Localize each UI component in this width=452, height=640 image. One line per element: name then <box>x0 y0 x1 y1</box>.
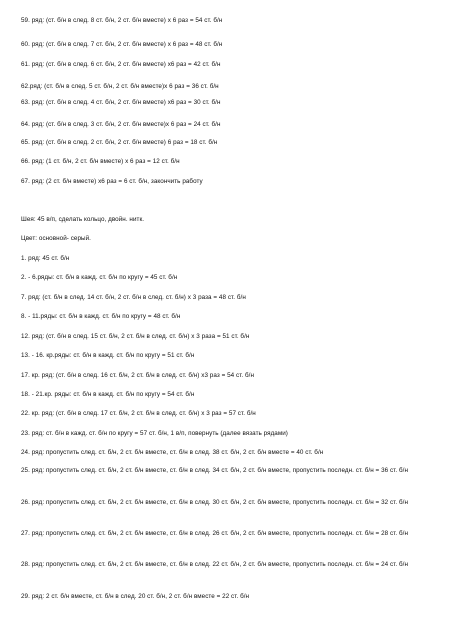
neck-row-1: 1. ряд: 45 ст. б/н <box>21 255 70 262</box>
row-60: 60. ряд: (ст. б/н в след. 7 ст. б/н, 2 ст. б/н вместе) х 6 раз = 48 ст. б/н <box>21 41 223 48</box>
neck-row-25: 25. ряд: пропустить след. ст. б/н, 2 ст. б/н вместе, ст. б/н в след. 34 ст. б/н, 2 ст. б/н вместе, пропустить последн. ст. б/н = 36 ст. б/н <box>21 467 408 474</box>
neck-rows-8-11: 8. - 11.ряды: ст. б/н в кажд. ст. б/н по кругу = 48 ст. б/н <box>21 313 181 320</box>
neck-rows-18-21: 18. - 21.кр. ряды: ст. б/н в кажд. ст. б/н по кругу = 54 ст. б/н <box>21 391 195 398</box>
neck-rows-2-6: 2. - 6.ряды: ст. б/н в кажд. ст. б/н по кругу = 45 ст. б/н <box>21 274 178 281</box>
row-64: 64. ряд: (ст. б/н в след. 3 ст. б/н, 2 ст. б/н вместе)х 6 раз = 24 ст. б/н <box>21 121 221 128</box>
neck-row-28: 28. ряд: пропустить след. ст. б/н, 2 ст. б/н вместе, ст. б/н в след. 22 ст. б/н, 2 ст. б/н вместе, пропустить последн. ст. б/н = 24 ст. б/н <box>21 561 408 568</box>
neck-row-26: 26. ряд: пропустить след. ст. б/н, 2 ст. б/н вместе, ст. б/н в след. 30 ст. б/н, 2 ст. б/н вместе, пропустить последн. ст. б/н = 32 ст. б/н <box>21 499 408 506</box>
neck-row-29: 29. ряд: 2 ст. б/н вместе, ст. б/н в след. 20 ст. б/н, 2 ст. б/н вместе = 22 ст. б/н <box>21 593 250 600</box>
neck-row-12: 12. ряд: (ст. б/н в след. 15 ст. б/н, 2 ст. б/н в след. ст. б/н) х 3 раза = 51 ст. б/н <box>21 333 250 340</box>
neck-row-23: 23. ряд: ст. б/н в кажд. ст. б/н по кругу = 57 ст. б/н, 1 в/п, повернуть (далее вязать рядами) <box>21 430 288 437</box>
color-note: Цвет: основной- серый. <box>21 235 91 242</box>
neck-row-7: 7. ряд: (ст. б/н в след. 14 ст. б/н, 2 ст. б/н в след. ст. б/н) х 3 раза = 48 ст. б/н <box>21 294 246 301</box>
neck-row-27: 27. ряд: пропустить след. ст. б/н, 2 ст. б/н вместе, ст. б/н в след. 26 ст. б/н, 2 ст. б/н вместе, пропустить последн. ст. б/н = 28 ст. б/н <box>21 530 408 537</box>
row-61: 61. ряд: (ст. б/н в след. 6 ст. б/н, 2 ст. б/н вместе) х6 раз = 42 ст. б/н <box>21 61 221 68</box>
neck-row-24: 24. ряд: пропустить след. ст. б/н, 2 ст. б/н вместе, ст. б/н в след. 38 ст. б/н, 2 ст. б/н вместе = 40 ст. б/н <box>21 449 324 456</box>
row-62: 62.ряд: (ст. б/н в след. 5 ст. б/н, 2 ст. б/н вместе)х 6 раз = 36 ст. б/н <box>21 83 219 90</box>
neck-row-22: 22. кр. ряд: (ст. б/н в след. 17 ст. б/н, 2 ст. б/н в след. ст. б/н) х 3 раз = 57 ст. б/н <box>21 410 256 417</box>
row-66: 66. ряд: (1 ст. б/н, 2 ст. б/н вместе) х 6 раз = 12 ст. б/н <box>21 158 180 165</box>
row-67: 67. ряд: (2 ст. б/н вместе) х6 раз = 6 ст. б/н, закончить работу <box>21 178 203 185</box>
neck-rows-13-16: 13. - 16. кр.ряды: ст. б/н в кажд. ст. б/н по кругу = 51 ст. б/н <box>21 352 195 359</box>
neck-row-17: 17. кр. ряд: (ст. б/н в след. 16 ст. б/н, 2 ст. б/н в след. ст. б/н) х3 раз = 54 ст. б/н <box>21 372 255 379</box>
neck-heading: Шея: 45 в/п, сделать кольцо, двойн. нитк. <box>21 216 145 223</box>
row-65: 65. ряд: (ст. б/н в след. 2 ст. б/н, 2 ст. б/н вместе) 6 раз = 18 ст. б/н <box>21 139 218 146</box>
row-63: 63. ряд: (ст. б/н в след. 4 ст. б/н, 2 ст. б/н вместе) х6 раз = 30 ст. б/н <box>21 99 221 106</box>
row-59: 59. ряд: (ст. б/н в след. 8 ст. б/н, 2 ст. б/н вместе) х 6 раз = 54 ст. б/н <box>21 17 223 24</box>
